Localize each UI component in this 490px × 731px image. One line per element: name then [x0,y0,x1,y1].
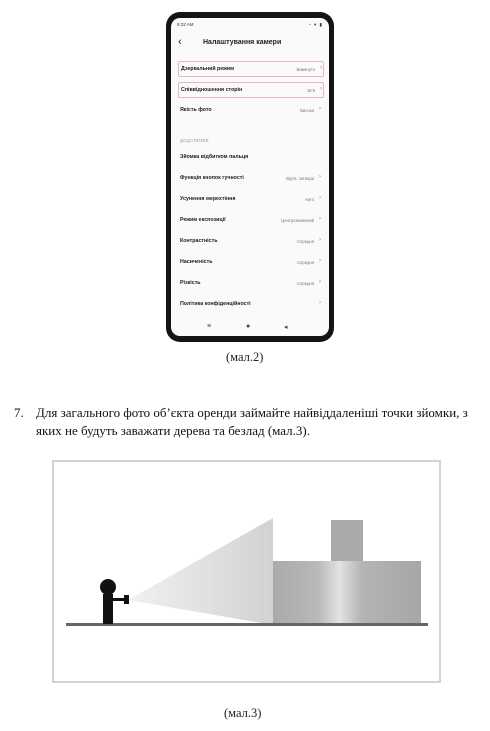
chevron-right-icon: › [320,65,322,71]
setting-row-contrast[interactable] [178,234,322,248]
chevron-right-icon: › [319,216,321,222]
setting-row-aspect-ratio[interactable] [178,82,324,98]
figure-caption-2: (мал.2) [226,350,264,364]
setting-label: Усунення мерехтіння [180,196,236,202]
setting-label: Режим експозиції [180,217,226,223]
setting-row-sharpness[interactable] [178,276,322,290]
figure-caption-3: (мал.3) [224,706,262,720]
setting-label: Насиченість [180,259,213,265]
chevron-right-icon: › [319,195,321,201]
building-upper-block [331,520,363,563]
setting-value: Відтв. затвора [286,175,314,181]
chevron-right-icon: › [319,174,321,180]
setting-row-anti-flicker[interactable] [178,192,322,206]
setting-value: Середня [297,259,314,265]
setting-row-photo-quality[interactable] [178,103,322,117]
app-bar [171,34,329,54]
setting-label: Політика конфіденційності [180,301,251,307]
setting-label: Зйомка відбитком пальця [180,154,249,160]
setting-label: Співвідношення сторін [181,87,243,93]
setting-value: Центрозважений [281,217,314,223]
setting-value: Авто [304,196,314,202]
setting-label: Контрастність [180,238,218,244]
item-text: Для загального фото об’єкта оренди займайте найвіддаленіші точки зйомки, з яких не будуть заважати дерева та безлад (мал.3). [36,405,468,438]
item-number: 7. [14,405,24,420]
setting-row-fingerprint[interactable] [178,150,322,164]
chevron-right-icon: › [319,258,321,264]
setting-label: Дзеркальний режим [181,66,235,72]
illustration-photo-shoot [52,460,441,683]
ground-line [66,623,428,626]
setting-value: Вимкнуто [296,66,315,72]
chevron-right-icon: › [319,279,321,285]
setting-row-volume-buttons[interactable] [178,171,322,185]
setting-row-saturation[interactable] [178,255,322,269]
person-head [100,579,116,595]
setting-value: Середня [297,280,314,286]
chevron-right-icon: › [319,237,321,243]
chevron-right-icon: › [320,86,322,92]
building [273,561,421,625]
section-header: ДОДАТКОВЕ [180,138,209,143]
setting-value: Висока [300,107,314,113]
person-body [103,594,113,624]
chevron-right-icon: › [319,106,321,112]
setting-row-mirror[interactable] [178,61,324,77]
phone-screen [171,18,329,336]
setting-value: Середня [297,238,314,244]
setting-label: Якість фото [180,107,212,113]
setting-value: 16:9 [306,87,315,93]
chevron-right-icon: › [319,300,321,306]
home-icon[interactable]: ● [246,323,251,330]
status-time: 9:32 AM [177,22,194,27]
back-arrow-icon[interactable]: ‹ [178,36,182,48]
phone-mockup [166,12,334,342]
setting-label: Різкість [180,280,201,286]
camera-icon [124,595,129,604]
recents-icon[interactable]: ≡ [207,323,212,330]
status-bar [177,21,323,30]
setting-row-exposure[interactable] [178,213,322,227]
setting-row-privacy-policy[interactable] [178,297,322,311]
screen-title: Налаштування камери [203,39,282,46]
person-arm [112,598,126,601]
system-nav-bar [171,320,329,336]
status-icons: ◔ ▾ ▮ [308,22,323,27]
back-triangle-icon[interactable]: ◂ [284,324,288,331]
setting-label: Функція кнопок гучності [180,175,244,181]
